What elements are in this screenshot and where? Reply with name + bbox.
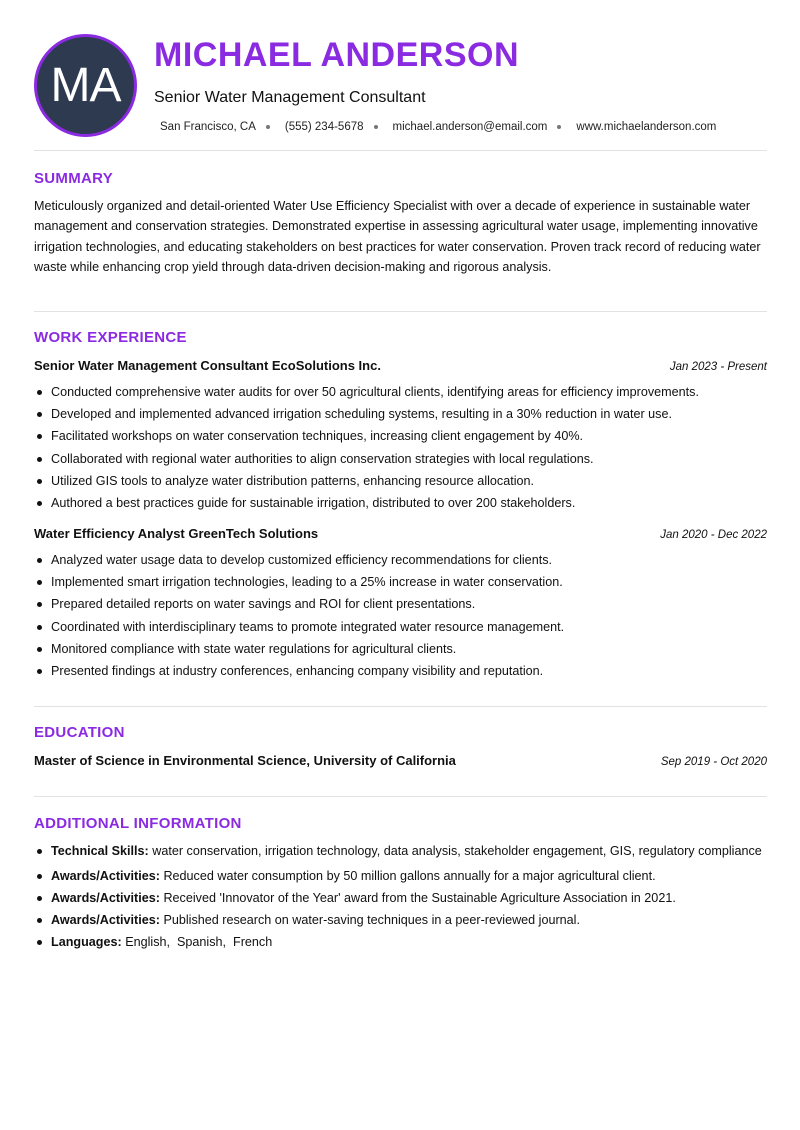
divider	[34, 706, 767, 707]
contact-website[interactable]: www.michaelanderson.com	[576, 121, 717, 133]
job-dates: Jan 2020 - Dec 2022	[660, 529, 767, 541]
list-item	[34, 911, 767, 929]
education-degree: Master of Science in Environmental Science, University of California	[34, 753, 456, 768]
education-row	[34, 753, 767, 768]
separator-dot	[266, 125, 270, 129]
education-heading: EDUCATION	[34, 724, 125, 741]
info-text: English, Spanish, French	[125, 935, 273, 949]
job-dates: Jan 2023 - Present	[669, 361, 767, 373]
info-label: Languages:	[51, 935, 122, 949]
separator-dot	[557, 125, 561, 129]
info-text: water conservation, irrigation technology, data analysis, stakeholder engagement, GIS, regulatory compliance	[152, 844, 762, 858]
job-header	[34, 526, 767, 541]
list-item: Utilized GIS tools to analyze water distribution patterns, enhancing resource allocation.	[34, 470, 767, 492]
additional-info-heading: ADDITIONAL INFORMATION	[34, 815, 242, 832]
avatar	[34, 34, 137, 137]
list-item: Analyzed water usage data to develop customized efficiency recommendations for clients.	[34, 549, 767, 571]
contact-bar	[160, 121, 716, 133]
info-text: Received 'Innovator of the Year' award from the Sustainable Agriculture Association in 2021.	[163, 891, 676, 905]
list-item	[34, 867, 767, 885]
contact-email[interactable]: michael.anderson@email.com	[392, 121, 548, 133]
info-text: Published research on water-saving techniques in a peer-reviewed journal.	[163, 913, 580, 927]
divider	[34, 796, 767, 797]
work-experience-heading: WORK EXPERIENCE	[34, 329, 187, 346]
list-item: Collaborated with regional water authorities to align conservation strategies with local regulations.	[34, 448, 767, 470]
list-item: Developed and implemented advanced irrigation scheduling systems, resulting in a 30% reduction in water use.	[34, 403, 767, 425]
list-item: Implemented smart irrigation technologies, leading to a 25% increase in water conservation.	[34, 571, 767, 593]
job-bullets	[34, 381, 767, 514]
education-dates: Sep 2019 - Oct 2020	[660, 756, 767, 768]
info-label: Awards/Activities:	[51, 913, 160, 927]
info-text: Reduced water consumption by 50 million gallons annually for a major agricultural client.	[163, 869, 656, 883]
avatar-initials: MA	[50, 59, 121, 112]
job-header	[34, 358, 767, 373]
info-label: Technical Skills:	[51, 844, 149, 858]
separator-dot	[374, 125, 378, 129]
list-item	[34, 889, 767, 907]
info-label: Awards/Activities:	[51, 891, 160, 905]
job-bullets	[34, 549, 767, 682]
candidate-name: MICHAEL ANDERSON	[154, 36, 520, 74]
contact-location: San Francisco, CA	[160, 121, 256, 133]
info-label: Awards/Activities:	[51, 869, 160, 883]
job-title: Water Efficiency Analyst GreenTech Solutions	[34, 526, 319, 541]
list-item: Monitored compliance with state water regulations for agricultural clients.	[34, 638, 767, 660]
list-item: Authored a best practices guide for sustainable irrigation, distributed to over 200 stakeholders.	[34, 492, 767, 514]
additional-info-list	[34, 842, 767, 951]
candidate-role: Senior Water Management Consultant	[154, 89, 426, 106]
list-item	[34, 933, 767, 951]
contact-phone[interactable]: (555) 234-5678	[284, 121, 364, 133]
summary-text: Meticulously organized and detail-oriented Water Use Efficiency Specialist with over a decade of experience in sustainable water management and conservation strategies. Demonstrated expertise in assessing agricultural water usage, implementing innovative irrigation technologies, and educating stakeholders on best practices for water conservation. Proven track record of reducing water waste while enhancing crop yield through data-driven decision-making and rigorous analysis.	[34, 199, 761, 274]
job-title: Senior Water Management Consultant EcoSolutions Inc.	[34, 358, 381, 373]
list-item: Presented findings at industry conferences, enhancing company visibility and reputation.	[34, 660, 767, 682]
list-item	[34, 842, 767, 860]
list-item: Facilitated workshops on water conservation techniques, increasing client engagement by 40%.	[34, 425, 767, 447]
summary-heading: SUMMARY	[34, 170, 114, 187]
list-item: Conducted comprehensive water audits for over 50 agricultural clients, identifying areas for efficiency improvements.	[34, 381, 767, 403]
divider	[34, 150, 767, 151]
divider	[34, 311, 767, 312]
list-item: Prepared detailed reports on water savings and ROI for client presentations.	[34, 593, 767, 615]
list-item: Coordinated with interdisciplinary teams to promote integrated water resource management.	[34, 616, 767, 638]
